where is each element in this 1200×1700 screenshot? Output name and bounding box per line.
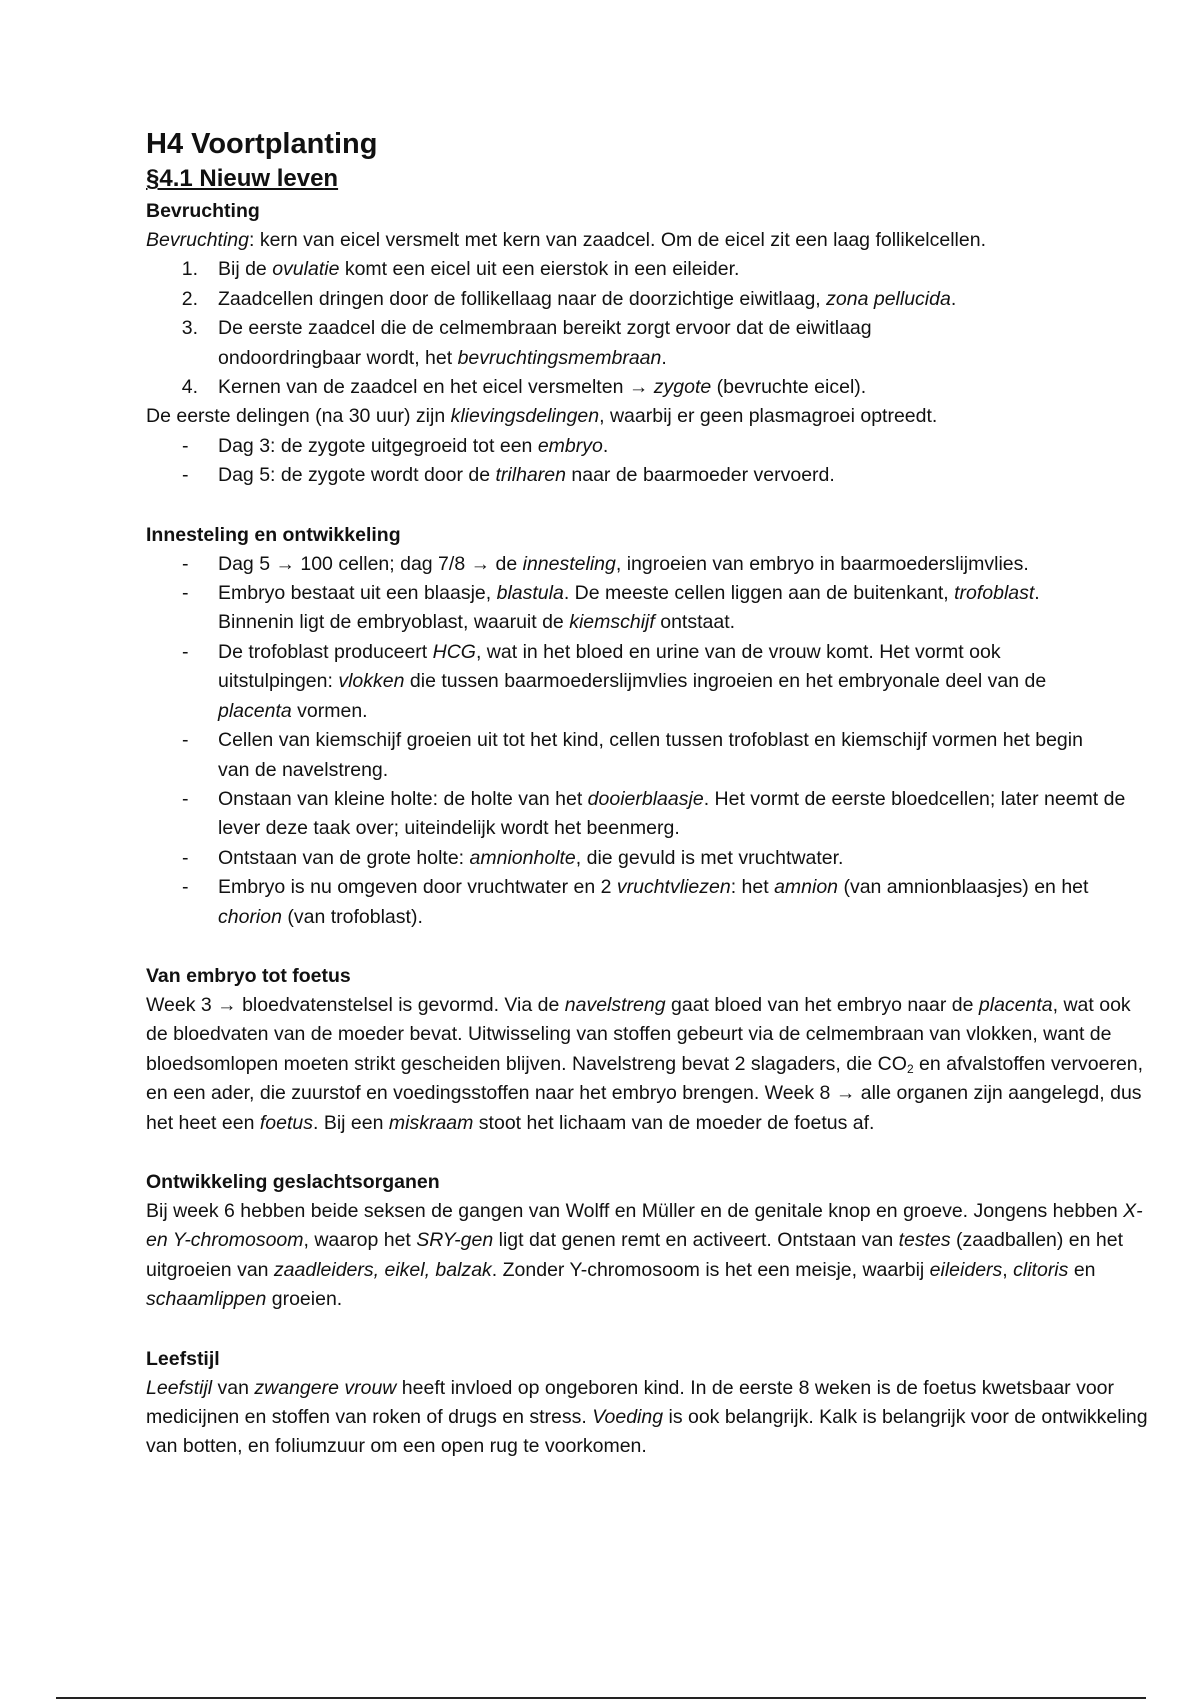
foetus-paragraph: Week 3 → bloedvatenstelsel is gevormd. Via de navelstreng gaat bloed van het embryo naar de placenta, wat ook de bloedvaten van de moeder bevat. Uitwisseling van stoffen gebeurt via de celmembraan van vlokken, want de bloedsomlopen moeten strikt gescheiden blijven. Navelstreng bevat 2 slagaders, die $CO_2$ en afvalstoffen vervoeren, en een ader, die zuurstof en voedingsstoffen naar het embryo brengen. Week 8 → alle organen zijn aangelegd, dus het heet een foetus. Bij een miskraam stoot het lichaam van de moeder de foetus af. [146, 993, 1144, 1134]
list-item: - Dag 5 → 100 cellen; dag 7/8 → de innesteling, ingroeien van embryo in baarmoederslijmvlies. [182, 552, 1029, 575]
heading-geslachtsorganen: Ontwikkeling geslachtsorganen [146, 1170, 440, 1193]
bevruchting-intro: Bevruchting: kern van eicel versmelt met kern van zaadcel. Om de eicel zit een laag follikelcellen. [146, 229, 986, 251]
list-item: - Ontstaan van de grote holte: amnionholte, die gevuld is met vruchtwater. [182, 846, 844, 869]
list-item: - Embryo bestaat uit een blaasje, blastula. De meeste cellen liggen aan de buitenkant, trofoblast. Binnenin ligt de embryoblast, waaruit de kiemschijf ontstaat. [182, 582, 1040, 634]
list-item: - Dag 3: de zygote uitgegroeid tot een embryo. [182, 434, 609, 457]
heading-bevruchting: Bevruchting [146, 200, 260, 222]
footer-divider [56, 1697, 1146, 1699]
leefstijl-paragraph: Leefstijl van zwangere vrouw heeft invloed op ongeboren kind. In de eerste 8 weken is de foetus kwetsbaar voor medicijnen en stoffen van roken of drugs en stress. Voeding is ook belangrijk. Kalk is belangrijk voor de ontwikkeling van botten, en foliumzuur om een open rug te voorkomen. [146, 1376, 1148, 1458]
list-item: - Onstaan van kleine holte: de holte van het dooierblaasje. Het vormt de eerste bloedcellen; later neemt de lever deze taak over; uiteindelijk wordt het beenmerg. [182, 787, 1126, 840]
heading-foetus: Van embryo tot foetus [146, 964, 351, 987]
heading-leefstijl: Leefstijl [146, 1347, 220, 1370]
klieving-paragraph: De eerste delingen (na 30 uur) zijn klievingsdelingen, waarbij er geen plasmagroei optreedt. [146, 405, 938, 428]
page-title: H4 Voortplanting [146, 128, 378, 160]
list-item: 4. Kernen van de zaadcel en het eicel versmelten → zygote (bevruchte eicel). [181, 376, 867, 399]
geslachtsorganen-paragraph: Bij week 6 hebben beide seksen de gangen van Wolff en Müller en de genitale knop en groeve. Jongens hebben X- en Y-chromosoom, waarop het SRY-gen ligt dat genen remt en activeert. Ontstaan van testes (zaadballen) en het uitgroeien van zaadleiders, eikel, balzak. Zonder Y-chromosoom is het een meisje, waarbij eileiders, clitoris en schaamlippen groeien. [146, 1199, 1143, 1311]
list-item: - Dag 5: de zygote wordt door de trilharen naar de baarmoeder vervoerd. [182, 464, 835, 487]
list-item: 1. Bij de ovulatie komt een eicel uit een eierstok in een eileider. [181, 258, 740, 281]
dag-list [146, 432, 1156, 491]
list-item: - De trofoblast produceert HCG, wat in het bloed en urine van de vrouw komt. Het vormt ook uitstulpingen: vlokken die tussen baarmoederslijmvlies ingroeien en het embryonale deel van de placenta vormen. [182, 640, 1047, 722]
heading-innesteling: Innesteling en ontwikkeling [146, 523, 401, 546]
document-page [146, 126, 1156, 1462]
innesteling-list [146, 550, 1156, 932]
list-item: 2. Zaadcellen dringen door de follikellaag naar de doorzichtige eiwitlaag, zona pellucida. [181, 287, 957, 310]
list-item: - Cellen van kiemschijf groeien uit tot het kind, cellen tussen trofoblast en kiemschijf vormen het begin van de navelstreng. [182, 729, 1083, 781]
section-subtitle: §4.1 Nieuw leven [146, 165, 339, 192]
list-item: - Embryo is nu omgeven door vruchtwater en 2 vruchtvliezen: het amnion (van amnionblaasjes) en het chorion (van trofoblast). [182, 876, 1089, 928]
list-item: 3. De eerste zaadcel die de celmembraan bereikt zorgt ervoor dat de eiwitlaag ondoordringbaar wordt, het bevruchtingsmembraan. [181, 317, 872, 369]
bevruchting-steps [146, 255, 1156, 402]
